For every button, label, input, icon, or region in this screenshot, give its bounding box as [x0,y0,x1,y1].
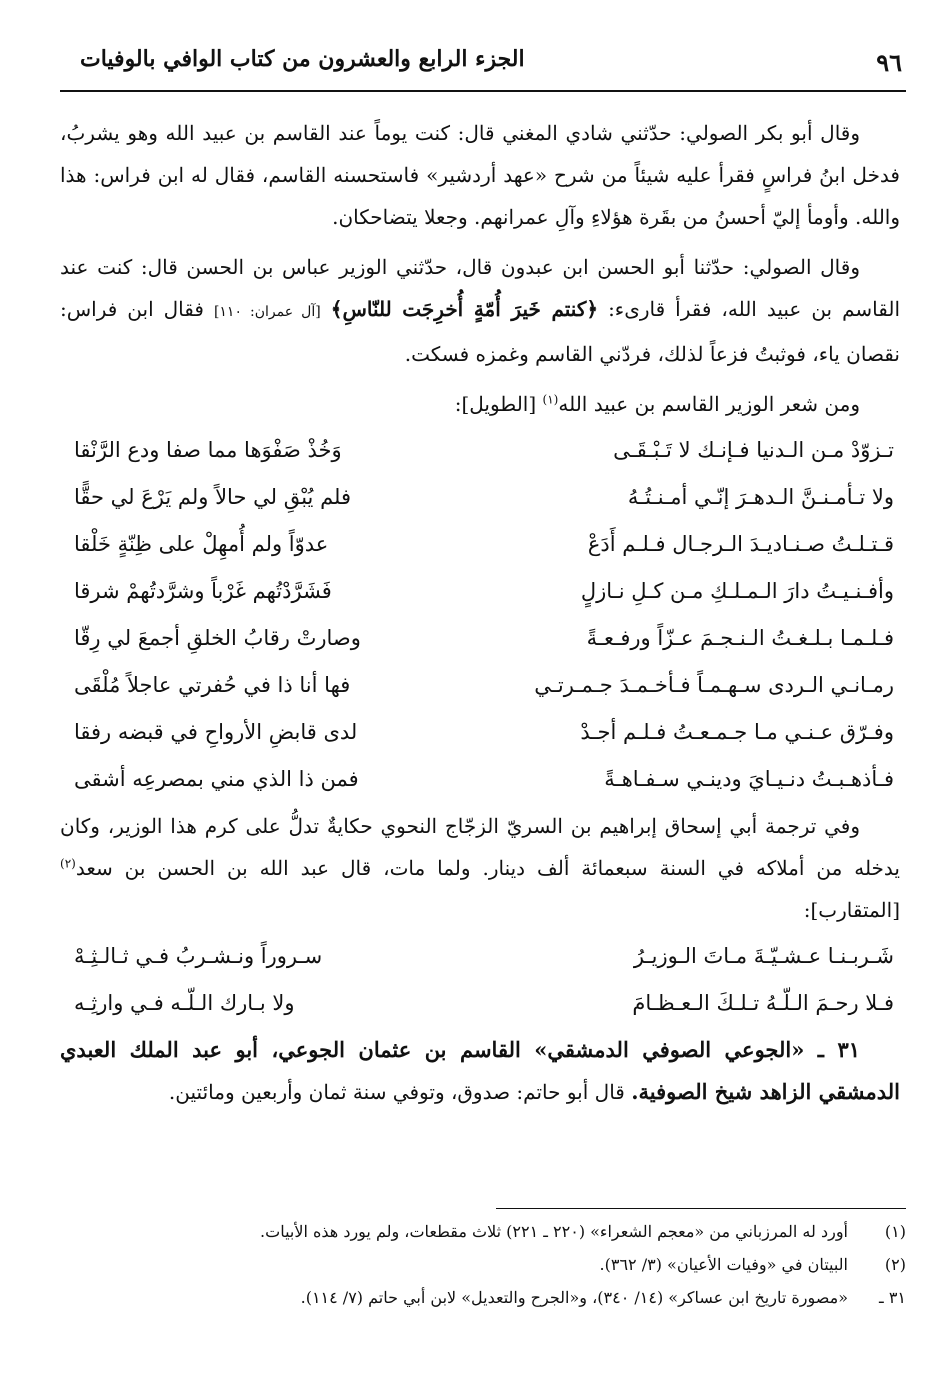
poem-verse [60,427,900,474]
poem-verse [60,709,900,756]
entry-heading: ٣١ ـ «الجوعي الصوفي الدمشقي» القاسم بن عثمان الجوعي، أبو عبد الملك العبدي الدمشقي الزاهد شيخ الصوفية. [60,1037,900,1104]
paragraph-text: فقال ابن فراس: نقصان ياء، فوثبتُ فزعاً لذلك، فردّني القاسم وغمزه فسكت. [60,297,900,366]
poem-wazir [60,427,900,803]
footnotes [60,1208,906,1314]
biography-entry-31 [60,1029,900,1113]
main-text [60,112,900,1113]
poem-meter: [الطويل]: [454,392,537,416]
poem-intro-text: ومن شعر الوزير القاسم بن عبيد الله [558,392,860,416]
first-hemistich: شَـربـنـا عـشـيّـةَ مـاتَ الـوزيـرُ [633,944,894,968]
footnote [60,1248,906,1281]
entry-text: قال أبو حاتم: صدوق، وتوفي سنة ثمان وأربعين ومائتين. [168,1080,625,1104]
footnote-marker: (٢) [60,856,76,871]
second-hemistich: فمن ذا الذي مني بمصرعِه أشقى [74,767,359,791]
poem-verse [60,521,900,568]
footnote-number: ٣١ ـ [879,1288,906,1307]
footnote-text: «مصورة تاريخ ابن عساكر» (١٤/ ٣٤٠)، و«الجرح والتعديل» لابن أبي حاتم (٧/ ١١٤). [300,1288,848,1307]
second-hemistich: عدوّاً ولم أُمهِلْ على ظِنّةٍ خَلْقا [74,532,329,556]
paragraph-quran-anecdote [60,246,900,375]
second-hemistich: فَشَرَّدْتُهم غَرْباً وشرَّدتُهمْ شرقا [74,579,332,603]
poem-verse [60,756,900,803]
quran-verse: ﴿كنتم خَيرَ أُمّةٍ أُخرِجَت للنّاسِ﴾ [330,297,599,321]
first-hemistich: ولا تـأمـنـنَّ الـدهـرَ إنّـي أمـنـتُـهُ [627,485,894,509]
footnote [60,1281,906,1314]
paragraph-text: وقال الصولي: حدّثنا أبو الحسن ابن عبدون قال، حدّثني الوزير عباس بن الحسن قال: كنت عند القاسم بن عبيد الله، فقرأ قارىء: [60,255,901,321]
second-hemistich: لدى قابضِ الأرواحِ في قبضه رفقا [74,720,358,744]
footnote-number: (١) [884,1222,906,1241]
first-hemistich: تـزوّدْ مـن الـدنيا فـإنـك لا تَـبْـقَـى [613,438,894,462]
paragraph-text: وفي ترجمة أبي إسحاق إبراهيم بن السريّ الزجّاج النحوي حكايةٌ تدلُّ على كرم هذا الوزير، وكان يدخله من أملاكه في السنة سبعمائة ألف دينار. ولما مات، قال عبد الله بن الحسن بن سعد [60,814,900,880]
poem-verse [60,474,900,521]
footnote-text: أورد له المرزباني من «معجم الشعراء» (٢٢٠ ـ ٢٢١) ثلاث مقطعات، ولم يورد هذه الأبيات. [260,1222,848,1241]
running-title: الجزء الرابع والعشرون من كتاب الوافي بالوفيات [80,46,525,72]
first-hemistich: فـلـمـا بـلـغـتُ الـنـجـمَ عـزّاً ورفـعـةً [586,626,894,650]
footnote-marker: (١) [542,392,559,407]
first-hemistich: رمـانـي الـردى سـهـمـاً فـأخـمـدَ جـمـرتـي [534,673,894,697]
page-number: ٩٦ [876,48,902,77]
second-hemistich: فها أنا ذا في حُفرتي عاجلاً مُلْقَى [74,673,351,697]
poem-verse [60,615,900,662]
footnote-divider [496,1208,906,1209]
second-hemistich: فلم يُبْقِ لي حالاً ولم يَرْعَ لي حقًّا [74,485,352,509]
first-hemistich: قـتـلـتُ صـنـاديـدَ الـرجـال فـلـم أَدَعْ [587,532,894,556]
poem-meter: [المتقارب]: [803,898,900,922]
poem-verse [60,933,900,980]
footnote [60,1215,906,1248]
second-hemistich: وصارتْ رقابُ الخلقِ أجمعَ لي رِقّا [74,626,361,650]
page-header [60,42,906,92]
first-hemistich: فـأذهـبـتُ دنـيـايَ ودينـي سـفـاهـةً [604,767,894,791]
poem-elegy [60,933,900,1027]
poem-intro [60,383,900,425]
paragraph-zajjaj [60,805,900,931]
second-hemistich: سـروراً ونـشـربُ فـي ثـالـثِـهْ [74,944,323,968]
first-hemistich: وفـرّق عـنـي مـا جـمـعـتُ فـلـم أجـدْ [580,720,894,744]
quran-reference: [آل عمران: ١١٠] [213,304,321,320]
paragraph-suli-anecdote: وقال أبو بكر الصولي: حدّثني شادي المغني قال: كنت يوماً عند القاسم بن عبيد الله وهو يشربُ، فدخل ابنُ فراسٍ فقرأ عليه شيئاً من شرح «عهد أردشير» فاستحسنه القاسم، فقال له ابن فراس: هذا والله. وأومأ إليّ أحسنُ من بقَرة هؤلاءِ وآلِ عمرانهم. وجعلا يتضاحكان. [60,121,900,229]
second-hemistich: وَخُذْ صَفْوَها مما صفا ودع الرَّنْقا [74,438,342,462]
poem-verse [60,662,900,709]
first-hemistich: وأفـنـيـتُ دارَ الـمـلـكِ مـن كـلِ نـازلٍ [580,579,894,603]
second-hemistich: ولا بـارك الـلّـه فـي وارثِـه [74,991,295,1015]
poem-verse [60,980,900,1027]
footnote-text: البيتان في «وفيات الأعيان» (٣/ ٣٦٢). [599,1255,848,1274]
poem-verse [60,568,900,615]
footnote-number: (٢) [884,1255,906,1274]
first-hemistich: فـلا رحـمَ الـلّـهُ تـلـكَ الـعـظـامَ [632,991,894,1015]
